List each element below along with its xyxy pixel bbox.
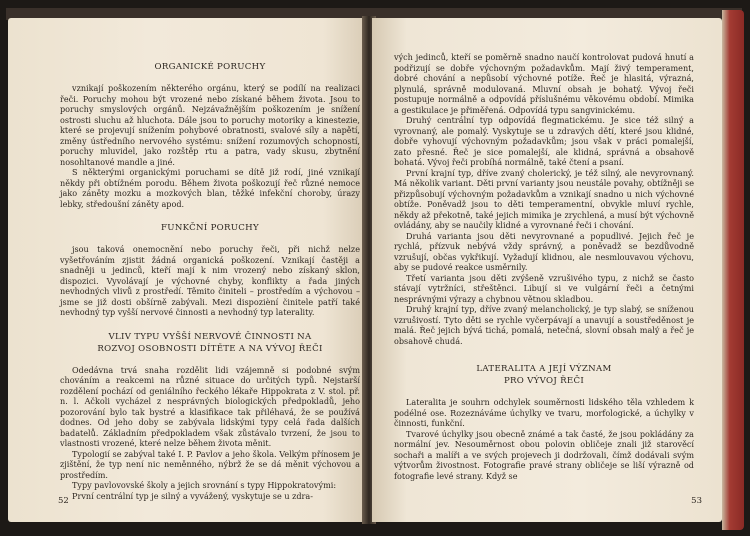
paragraph: První krajní typ, dříve zvaný cholerický, je též silný, ale nevyrovnaný. Má několik variant. Děti první varianty jsou neustále povahy, obtížněji se přizpůsobují výchovným požadavkům a vznikají snadno u nich výchovné obtíže. Poněvadž jsou to děti temperamentní, obvykle mluví rychle, někdy až překotně, také jejich mimika je zrychlená, a musí být výchovně ovládány, aby se naučily klidné a vyrovnané řeči i chování. — [394, 167, 694, 230]
paragraph: vznikají poškozením některého orgánu, který se podílí na realizaci řeči. Poruchy mohou být vrozené nebo získané během života. Jsou to poruchy smyslových orgánů. Nejzávažnějším poškozením je snížení ostrosti sluchu až hluchota. Dále jsou to poruchy motoriky a kinestezie, které se projevují snížením pohybové obratnosti, svalové síly a napětí, změny ústředního nervového systému: snížení rozumových schopností, poruchy mluvidel, jako rozštěp rtu a patra, vady skusu, zbytnění nosohltanové mandle a jiné. — [60, 83, 360, 167]
heading-nervous-activity-line2: ROZVOJ OSOBNOSTI DÍTĚTE A NA VÝVOJ ŘEČI — [97, 343, 323, 354]
right-page-text — [394, 52, 694, 481]
left-page — [8, 18, 366, 522]
paragraph: Typologií se zabýval také I. P. Pavlov a jeho škola. Velkým přínosem je zjištění, že typ není nic neměnného, nýbrž že se dá měnit výchovou a prostředím. — [60, 448, 360, 480]
page-number: 53 — [691, 496, 702, 506]
heading-laterality-line2: PRO VÝVOJ ŘEČI — [503, 376, 585, 386]
paragraph: Lateralita je souhrn odchylek souměrnosti lidského těla vzhledem k podélné ose. Rozeznáváme úchylky ve tvaru, morfologické, a úchylky v činnosti, funkční. — [394, 397, 694, 428]
paragraph: Druhá varianta jsou děti nevyrovnané a popudlivé. Jejich řeč je rychlá, přízvuk nebývá vždy správný, a poněvadž se bezdůvodně vzrušují, občas vykřikují. Vyžadují klidnou, ale nesmlouvavou výchovu, aby se pudové reakce usměrnily. — [394, 230, 694, 272]
paragraph: Druhý centrální typ odpovídá flegmatickému. Je sice též silný a vyrovnaný, ale pomalý. Vyskytuje se u zdravých dětí, které jsou klidné, dobře vyhovují výchovným požadavkům; jsou však v práci pomalejší, zato přesné. Řeč je sice pomalejší, ale klidná, správná a obsahově bohatá. Vývoj řeči probíhá normálně, také čtení a psaní. — [394, 115, 694, 167]
paragraph: vých jedinců, kteří se poměrně snadno naučí kontrolovat pudová hnutí a podřizují se dobře výchovným požadavkům. Mají živý temperament, dobré chování a nepůsobí výchovné potíže. Řeč je hlasitá, výrazná, plynulá, správně modulovaná. Mluvní obsah je bohatý. Vývoj řeči postupuje normálně a odpovídá příslušnému věkovému období. Mimika a gestikulace je přiměřená. Odpovídá typu sangvinickému. — [394, 52, 694, 115]
paragraph: Odedávna trvá snaha rozdělit lidi vzájemně si podobné svým chováním a reakcemi na různé situace do určitých typů. Nejstarší rozdělení pochází od geniálního řeckého lékaře Hippokrata z V. stol. př. n. l. Ačkoli vycházel z nesprávných biologických předpokladů, jeho pozorování bylo tak bystré a klasifikace tak přiléhavá, že se používá dodnes. Od jeho doby se zabývala lidskými typy celá řada dalších badatelů. Základním předpokladem však zůstávalo tvrzení, že jsou to vlastnosti vrozené, které nelze během života měnit. — [60, 364, 360, 448]
left-page-text — [60, 62, 360, 501]
paragraph: První centrální typ je silný a vyvážený, vyskytuje se u zdra- — [72, 490, 313, 501]
paragraph: jsou taková onemocnění nebo poruchy řeči, při nichž nelze vyšetřováním zjistit žádná organická poškození. Vznikají častěji a snadněji u jedinců, kteří mají k nim vrozený nebo získaný sklon, dispozici. Vyvolávají je výchovné chyby, konflikty a řada jiných nevhodných vlivů z prostředí. Těmito činiteli – prostředím a výchovou – jsme se již dosti obšírně zabývali. Mezi dispozièní činitele patří také nevhodný typ vyšší nervové činnosti a nevhodný typ laterality. — [60, 244, 360, 317]
heading-organic-disorders: ORGANICKÉ PORUCHY — [154, 62, 266, 72]
right-page — [372, 18, 722, 522]
paragraph: S některými organickými poruchami se dítě již rodí, jiné vznikají někdy při obtížném porodu. Během života poškozují řeč různé nemoce jako záněty mozku a mozkových blan, těžké infekční choroby, úrazy lebky, středoušní záněty apod. — [60, 167, 360, 209]
page-number: 52 — [58, 496, 69, 506]
heading-laterality-line1: LATERALITA A JEJÍ VÝZNAM — [476, 364, 612, 374]
paragraph: Typy pavlovovské školy a jejich srovnání s typy Hippokratovými: — [72, 480, 337, 490]
paragraph: Druhý krajní typ, dříve zvaný melancholický, je typ slabý, se sníženou vzrušivostí. Tyto děti se rychle vyčerpávají a unavují a soustředěnost je malá. Řeč jejich bývá tichá, pomalá, netečná, slovní obsah malý a řeč je obsahově chudá. — [394, 304, 694, 346]
paragraph: Třetí varianta jsou děti zvýšeně vzrušivého typu, z nichž se často stávají vytržníci, střeštěnci. Libují si ve vulgární řeči a četnými nesprávnými výrazy a chybnou větnou skladbou. — [394, 272, 694, 304]
heading-functional-disorders: FUNKČNÍ PORUCHY — [161, 223, 259, 233]
book-cover-edge — [722, 10, 744, 530]
paragraph: Tvarové úchylky jsou obecně známé a tak časté, že jsou pokládány za normální jev. Nesouměrnost obou polovin obličeje znali již starověcí sochaři a malíři a ve svých projevech ji dodržovali, čímž dodávali svým výtvorům živostnost. Fotografie pravé strany obličeje se liší výrazně od fotografie levé strany. Když se — [394, 428, 694, 481]
heading-nervous-activity-line1: VLIV TYPU VYŠŠÍ NERVOVÉ ČINNOSTI NA — [108, 331, 312, 342]
